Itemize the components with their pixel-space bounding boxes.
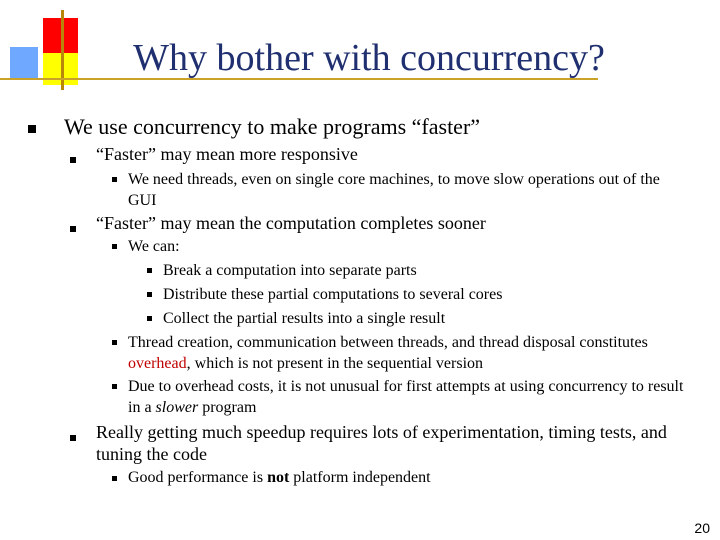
bullet-l1-main: We use concurrency to make programs “faster” [64,114,481,139]
bullet-square-icon [147,268,152,273]
bullet-square-icon [28,125,36,133]
perf-not: not [267,469,290,486]
bullet-l3-performance [128,467,688,488]
bullet-square-icon [70,157,76,163]
bullet-l4-break: Break a computation into separate parts [163,262,417,279]
bullet-l4-collect: Collect the partial results into a single result [163,310,446,327]
slide-title: Why bother with concurrency? [133,37,605,79]
page-number: 20 [694,520,710,536]
bullet-l3-costs [128,376,698,418]
costs-text-b: program [198,399,257,416]
perf-text-b: platform independent [289,469,431,486]
costs-slower: slower [155,399,199,416]
bullet-square-icon [147,292,152,297]
overhead-text-a: Thread creation, communication between threads, and thread disposal constitutes [128,334,648,351]
bullet-square-icon [112,177,117,182]
bullet-square-icon [147,316,152,321]
bullet-l3-overhead [128,332,668,374]
overhead-text-b: , which is not present in the sequential version [186,355,484,372]
bullet-square-icon [112,340,117,345]
bullet-l2-sooner: “Faster” may mean the computation completes sooner [96,213,486,233]
bullet-l3-threads: We need threads, even on single core machines, to move slow operations out of the GUI [128,171,660,209]
bullet-square-icon [70,435,76,441]
bullet-l4-distribute: Distribute these partial computations to several cores [163,286,503,303]
bullet-l3-wecan: We can: [128,238,180,255]
bullet-square-icon [112,244,117,249]
bullet-square-icon [112,476,117,481]
costs-text-a: Due to overhead costs, it is not unusual for first attempts at using concurrency to result in a [128,378,684,416]
bullet-l2-speedup: Really getting much speedup requires lots of experimentation, timing tests, and tuning the code [96,422,667,464]
bullet-square-icon [70,226,76,232]
perf-text-a: Good performance is [128,469,268,486]
bullet-square-icon [112,384,117,389]
overhead-emphasis: overhead [128,355,187,372]
bullet-l2-responsive: “Faster” may mean more responsive [96,144,358,164]
